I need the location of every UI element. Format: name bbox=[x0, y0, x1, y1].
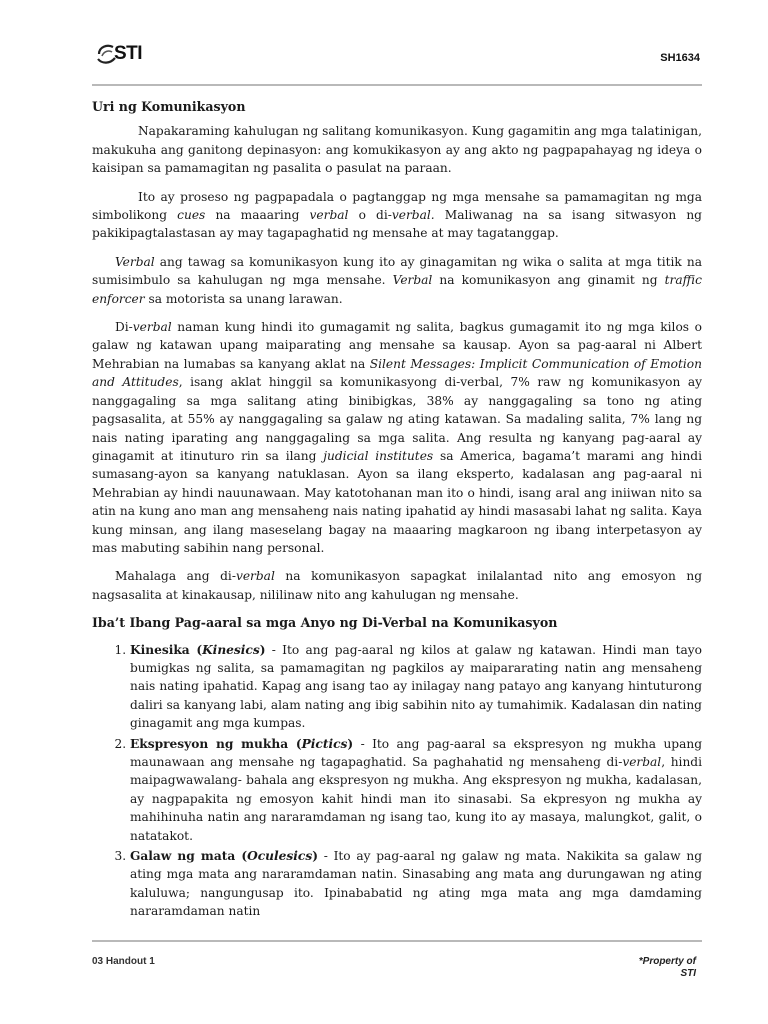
italic-cues: cues bbox=[177, 208, 206, 223]
text-run: na komunikasyon sapagkat inilalantad nito ang emosyon ng nagsasalita at kinakausap, nililinaw nito ang kahulugan ng mensahe. bbox=[92, 569, 703, 602]
text-run: Maliwanag na sa isang sitwasyon ng pakikipagtalastasan ay may tagapaghatid ng mensahe at may tagatanggap. bbox=[92, 208, 702, 241]
document-code: SH1634 bbox=[660, 52, 700, 64]
paragraph-5 bbox=[92, 567, 702, 604]
italic-verbal: Verbal bbox=[115, 254, 155, 269]
footer-property-line1: *Property of bbox=[638, 956, 696, 967]
footer-property-line2: STI bbox=[680, 968, 696, 979]
term-text: ) bbox=[312, 849, 318, 864]
italic-verbal: verbal. bbox=[391, 208, 435, 223]
list-text: - Ito ay pag-aaral ng galaw ng mata. Nakikita sa galaw ng ating mga mata ang nararamdaman natin. Sinasabing ang mata ang durungawan ng ating kaluluwa; nangungusap ito. Ipinababatid ng ating mga mata ang mga damdaming nararamdaman natin bbox=[130, 849, 702, 919]
list-item bbox=[130, 847, 702, 921]
term-italic: Oculesics bbox=[247, 849, 313, 864]
italic-verbal: verbal bbox=[132, 320, 172, 335]
text-run: sa America, bagama’t marami ang hindi sumasang-ayon sa kanyang natuklasan. Ayon sa ilang eksperto, kadalasan ang pag-aaral ni Mehrabian ay hindi nauunawaan. May katotohanan man ito o hindi, isang aral ang iniiwan nito sa atin na kung ano man ang mensaheng nais nating ipahatid ay hindi masasabi lahat ng salita. Kaya kung minsan, ang ilang maseselang bagay na maaaring magkaroon ng ibang interpetasyon ay mas mabuting sabihin nang personal. bbox=[92, 448, 702, 555]
list-text: - Ito ang pag-aaral ng kilos at galaw ng katawan. Hindi man tayo bumigkas ng salita, sa pamamagitan ng pagkilos ay maipararating natin ang mensaheng nais nating ipahatid. Kapag ang isang tao ay inilagay nang patayo ang kanyang hintuturong daliri sa kanyang labi, alam nating ang ibig sabihin nito ay tumahimik. Kadalasan din nating ginagamit ang mga kumpas. bbox=[130, 642, 702, 731]
italic-verbal: verbal bbox=[235, 569, 275, 584]
list-item bbox=[130, 735, 702, 845]
term-text: Galaw ng mata ( bbox=[130, 849, 248, 864]
list-text: - Ito ang pag-aaral sa ekspresyon ng mukha upang maunawaan ang mensahe ng tagapaghatid. Sa paghahatid ng mensaheng di- bbox=[130, 736, 703, 769]
italic-book-title: Silent Messages: Implicit Communication of Emotion and Attitudes bbox=[92, 356, 702, 390]
text-run: ang tawag sa komunikasyon kung ito ay ginagamitan ng wika o salita at mga titik na sumisimbulo sa kahulugan ng mga mensahe. bbox=[92, 254, 702, 288]
list-term bbox=[130, 643, 266, 657]
list-term bbox=[130, 849, 318, 863]
text-run: Mahalaga ang di- bbox=[115, 569, 236, 584]
paragraph-3 bbox=[92, 253, 702, 308]
footer-property bbox=[639, 956, 696, 980]
sti-logo bbox=[96, 40, 166, 70]
term-text: ) bbox=[259, 642, 266, 657]
text-run: o di- bbox=[348, 208, 392, 223]
text-run: Di- bbox=[115, 320, 133, 335]
term-text: ) bbox=[347, 736, 354, 751]
list-text: , hindi maipagwawalang- bahala ang ekspresyon ng mukha. Ang ekspresyon ng mukha, kadalasan, ay nagpapakita ng emosyon kahit hindi man ito sinasabi. Sa ekpresyon ng mukha ay mahihinuha natin ang nararamdaman ng isang tao, kung ito ay masaya, malungkot, galit, o natatakot. bbox=[130, 755, 702, 843]
list-term bbox=[130, 737, 353, 751]
text-run: na komunikasyon ang ginamit ng bbox=[432, 273, 665, 288]
term-italic: Pictics bbox=[301, 736, 348, 751]
page-content bbox=[92, 98, 702, 923]
page-header bbox=[92, 38, 702, 86]
paragraph-1: Napakaraming kahulugan ng salitang komunikasyon. Kung gagamitin ang mga talatinigan, makukuha ang ganitong depinasyon: ang komukikasyon ay ang akto ng pagpapahayag ng ideya o kaisipan sa pamamagitan ng pasalita o pasulat na paraan. bbox=[92, 124, 703, 176]
text-run: Ito ay proseso ng pagpapadala o pagtanggap ng mga mensahe sa pamamagitan ng mga simbolikong bbox=[92, 189, 702, 223]
numbered-list bbox=[92, 641, 702, 921]
italic-verbal: verbal bbox=[309, 208, 349, 223]
term-italic: Kinesics bbox=[202, 642, 260, 657]
paragraph-4 bbox=[92, 318, 702, 557]
italic-verbal: Verbal bbox=[392, 273, 433, 288]
section-title-anyo: Iba’t Ibang Pag-aaral sa mga Anyo ng Di-Verbal na Komunikasyon bbox=[92, 615, 558, 631]
list-item bbox=[130, 641, 702, 733]
italic-judicial-institutes: judicial institutes bbox=[323, 448, 434, 463]
text-run: na maaaring bbox=[205, 208, 310, 223]
text-run: , isang aklat hinggil sa komunikasyong di-verbal, 7% raw ng komunikasyon ay nanggagaling sa mga salitang ating binibigkas, 38% ay nanggagaling sa tono ng ating pagsasalita, at 55% ay nanggagaling sa galaw ng ating katawan. Sa madaling salita, 7% lang ng nais nating iparating ang nanggagaling sa mga salita. Ang resulta ng kanyang pag-aaral ay ginagamit at itinuturo rin sa ilang bbox=[92, 375, 702, 463]
section-title-uri: Uri ng Komunikasyon bbox=[92, 99, 246, 114]
text-run: naman kung hindi ito gumagamit ng salita, bagkus gumagamit ito ng mga kilos o galaw ng katawan upang maiparating ang mensahe sa kausap. Ayon sa pag-aaral ni Albert Mehrabian na lumabas sa kanyang aklat na bbox=[92, 320, 702, 371]
italic-verbal: verbal bbox=[622, 755, 662, 769]
term-text: Ekspresyon ng mukha ( bbox=[130, 736, 302, 751]
term-text: Kinesika ( bbox=[130, 642, 203, 657]
footer-handout-label: 03 Handout 1 bbox=[92, 956, 155, 967]
page-footer bbox=[92, 940, 702, 982]
paragraph-2 bbox=[92, 188, 702, 243]
italic-traffic-enforcer: traffic enforcer bbox=[92, 273, 702, 306]
logo-text: STI bbox=[114, 43, 143, 64]
text-run: sa motorista sa unang larawan. bbox=[144, 291, 343, 306]
